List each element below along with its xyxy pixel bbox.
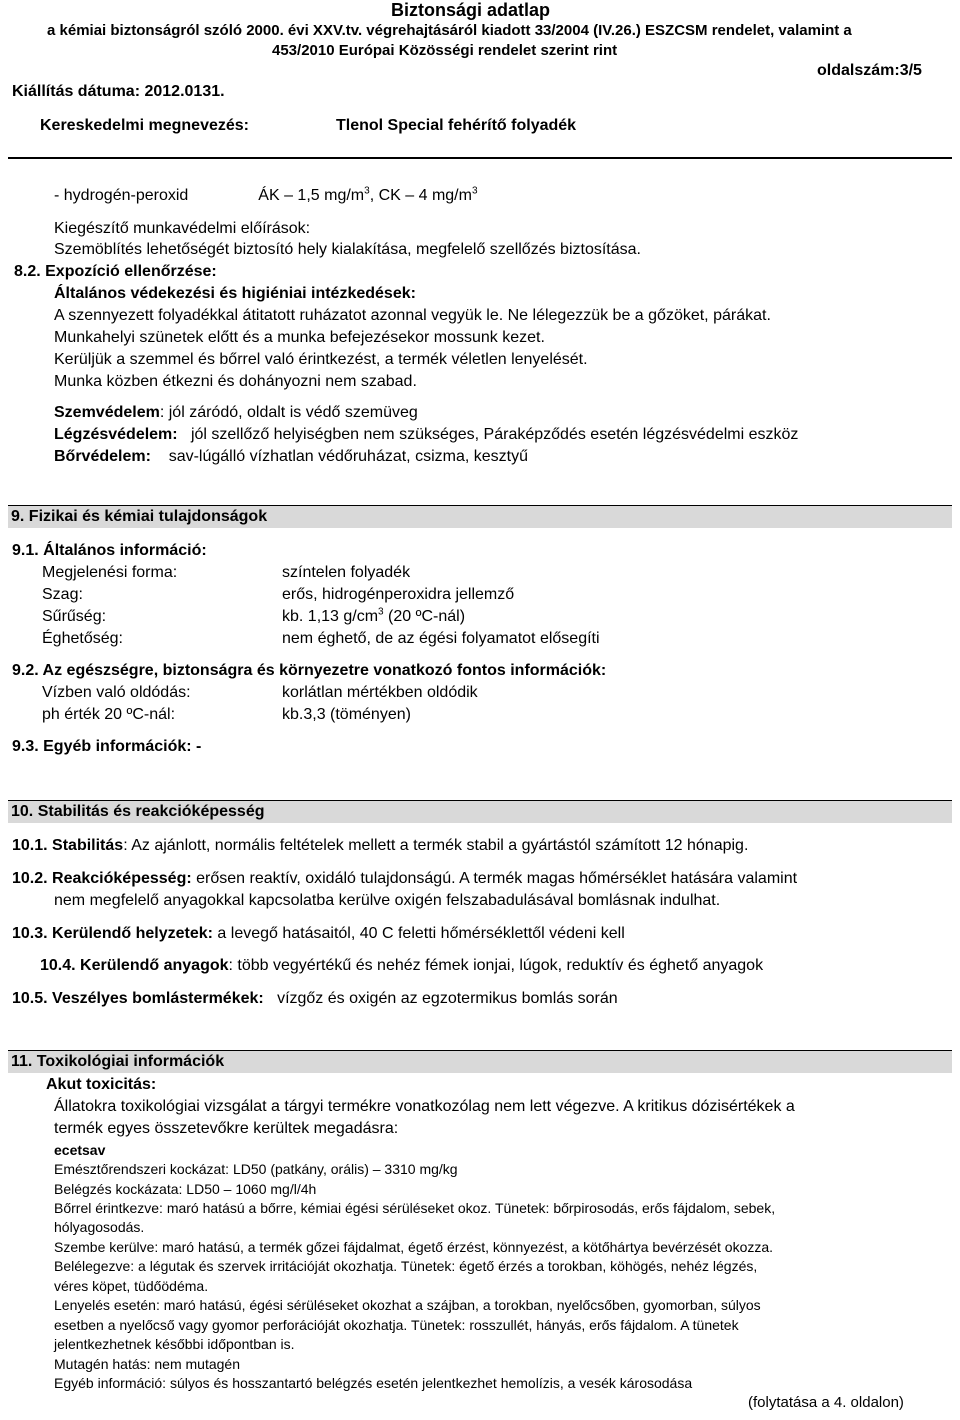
tox-line: Belélegezve: a légutak és szervek irritációját okozhatja. Tünetek: égető érzés a torokban, köhögés, nehéz légzés, <box>54 1258 758 1274</box>
prop-value: korlátlan mértékben oldódik <box>282 684 478 701</box>
prop-label: Éghetőség: <box>42 630 123 647</box>
tox-line: Mutagén hatás: nem mutagén <box>54 1356 241 1372</box>
header-divider <box>8 157 952 159</box>
extra-measures-text: Szemöblítés lehetőségét biztosító hely kialakítása, megfelelő szellőzés biztosítása. <box>54 241 641 258</box>
reactivity-cont: nem megfelelő anyagokkal kapcsolatba kerülve oxigén felszabadulásával bomlásnak indulhat. <box>54 892 721 909</box>
tox-line: Bőrrel érintkezve: maró hatású a bőrre, kémiai égési sérüléseket okoz. Tünetek: bőrpirosodás, erős fájdalom, sebek, <box>54 1200 776 1216</box>
reactivity: 10.2. Reakcióképesség: erősen reaktív, oxidáló tulajdonságú. A termék magas hőmérséklet hatására valamint <box>12 870 798 887</box>
subsection-9-3: 9.3. Egyéb információk: - <box>12 738 202 755</box>
tox-line: hólyagosodás. <box>54 1219 145 1235</box>
continued-note: (folytatása a 4. oldalon) <box>748 1394 904 1411</box>
tox-line: Belégzés kockázata: LD50 – 1060 mg/l/4h <box>54 1181 317 1197</box>
trade-name-label: Kereskedelmi megnevezés: <box>40 117 249 134</box>
prop-label: Szag: <box>42 586 83 603</box>
section-9-heading: 9. Fizikai és kémiai tulajdonságok <box>8 505 952 528</box>
h2o2-exposure-limits: - hydrogén-peroxid ÁK – 1,5 $mg/m^3$, CK – 4 $mg/m^3$ <box>54 185 478 204</box>
tox-line: jelentkezhetnek későbbi időpontban is. <box>54 1336 295 1352</box>
decomposition-products: 10.5. Veszélyes bomlástermékek: vízgőz és oxigén az egzotermikus bomlás során <box>12 990 618 1007</box>
substance-name: ecetsav <box>54 1142 106 1158</box>
prop-label: Megjelenési forma: <box>42 564 178 581</box>
measure-line: Kerüljük a szemmel és bőrrel való érintkezést, a termék véletlen lenyelését. <box>54 351 588 368</box>
prop-label: ph érték 20 ºC-nál: <box>42 706 176 723</box>
eye-protection: Szemvédelem: jól záródó, oldalt is védő szemüveg <box>54 404 418 421</box>
prop-value: nem éghető, de az égési folyamatot elősegíti <box>282 630 600 647</box>
page-number: oldalszám:3/5 <box>817 62 922 79</box>
section-11-heading: 11. Toxikológiai információk <box>8 1050 952 1073</box>
prop-label: Sűrűség: <box>42 608 107 625</box>
subsection-8-2: 8.2. Expozíció ellenőrzése: <box>14 263 217 280</box>
issue-date: Kiállítás dátuma: 2012.0131. <box>12 83 225 100</box>
respiratory-protection: Légzésvédelem: jól szellőző helyiségben nem szükséges, Páraképződés esetén légzésvédelmi eszköz <box>54 426 799 443</box>
materials-to-avoid: 10.4. Kerülendő anyagok: több vegyértékű és nehéz fémek ionjai, lúgok, reduktív és éghető anyagok <box>40 957 764 974</box>
prop-label: Vízben való oldódás: <box>42 684 191 701</box>
skin-protection: Bőrvédelem: sav-lúgálló vízhatlan védőruházat, csizma, kesztyű <box>54 448 528 465</box>
regulation-line-1: a kémiai biztonságról szóló 2000. évi XXV.tv. végrehajtásáról kiadott 33/2004 (IV.26.) ESZCSM rendelet, valamint a <box>47 22 852 39</box>
section-10-heading: 10. Stabilitás és reakcióképesség <box>8 800 952 823</box>
tox-line: Lenyelés esetén: maró hatású, égési sérüléseket okozhat a szájban, a torokban, nyelőcsőben, gyomorban, súlyos <box>54 1297 761 1313</box>
tox-line: Egyéb információ: súlyos és hosszantartó belégzés esetén jelentkezhet hemolízis, a vesék károsodása <box>54 1375 693 1391</box>
subsection-9-1: 9.1. Általános információ: <box>12 542 207 559</box>
acute-toxicity-label: Akut toxicitás: <box>46 1076 157 1093</box>
prop-value: erős, hidrogénperoxidra jellemző <box>282 586 515 603</box>
extra-measures-label: Kiegészítő munkavédelmi előírások: <box>54 220 311 237</box>
tox-line: esetben a nyelőcső vagy gyomor perforációját okozhatja. Tünetek: rosszullét, hányás, erős fájdalom. A tünetek <box>54 1317 739 1333</box>
measure-line: A szennyezett folyadékkal átitatott ruházatot azonnal vegyük le. Ne lélegezzük be a gőzöket, párákat. <box>54 307 771 324</box>
prop-value: kb.3,3 (töményen) <box>282 706 411 723</box>
conditions-to-avoid: 10.3. Kerülendő helyzetek: a levegő hatásaitól, 40 C feletti hőmérséklettől védeni kell <box>12 925 625 942</box>
tox-intro: Állatokra toxikológiai vizsgálat a tárgyi termékre vonatkozólag nem lett végezve. A kritikus dózisértékek a <box>54 1098 795 1115</box>
general-measures-label: Általános védekezési és higiéniai intézkedések: <box>54 285 416 302</box>
subsection-9-2: 9.2. Az egészségre, biztonságra és környezetre vonatkozó fontos információk: <box>12 662 607 679</box>
tox-line: Emésztőrendszeri kockázat: LD50 (patkány, orális) – 3310 mg/kg <box>54 1161 458 1177</box>
prop-value: színtelen folyadék <box>282 564 411 581</box>
document-title: Biztonsági adatlap <box>391 0 551 20</box>
trade-name-value: Tlenol Special fehérítő folyadék <box>336 117 577 134</box>
tox-intro: termék egyes összetevőkre kerültek megadásra: <box>54 1120 399 1137</box>
measure-line: Munka közben étkezni és dohányozni nem szabad. <box>54 373 417 390</box>
tox-line: véres köpet, tüdőödéma. <box>54 1278 209 1294</box>
regulation-line-2: 453/2010 Európai Közösségi rendelet szerint rint <box>272 42 618 59</box>
stability: 10.1. Stabilitás: Az ajánlott, normális feltételek mellett a termék stabil a gyártástól számított 12 hónapig. <box>12 837 749 854</box>
tox-line: Szembe kerülve: maró hatású, a termék gőzei fájdalmat, égető érzést, könnyezést, a kötőhártya bevérzését okozza. <box>54 1239 774 1255</box>
measure-line: Munkahelyi szünetek előtt és a munka befejezésekor mossunk kezet. <box>54 329 545 346</box>
prop-value-density: kb. 1,13 $g/cm^3$ (20 ºC-nál) <box>282 606 466 625</box>
